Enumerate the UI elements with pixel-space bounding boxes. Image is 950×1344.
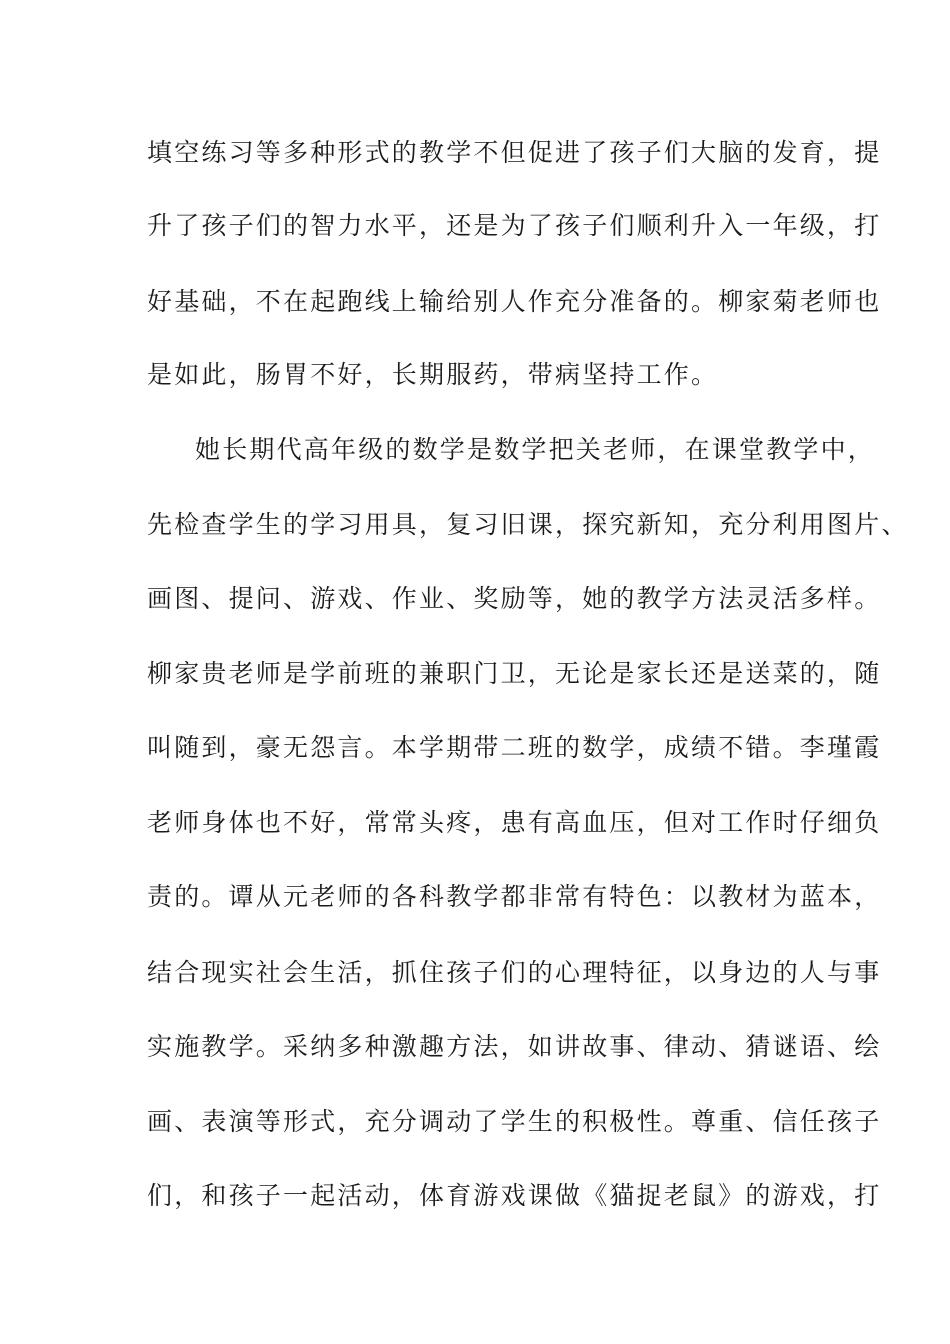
text-line-12: 结合现实社会生活，抓住孩子们的心理特征，以身边的人与事 <box>147 958 882 987</box>
paragraph-first-line: 她长期代高年级的数学是数学把关老师，在课堂教学中， <box>195 435 876 464</box>
text-line-15: 们，和孩子一起活动，体育游戏课做《猫捉老鼠》的游戏，打 <box>147 1181 882 1210</box>
text-line-1: 填空练习等多种形式的教学不但促进了孩子们大脑的发育，提 <box>147 138 882 167</box>
text-line-9: 叫随到，豪无怨言。本学期带二班的数学，成绩不错。李瑾霞 <box>147 733 882 762</box>
text-line-8: 柳家贵老师是学前班的兼职门卫，无论是家长还是送菜的，随 <box>147 659 882 688</box>
text-line-14: 画、表演等形式，充分调动了学生的积极性。尊重、信任孩子 <box>147 1107 882 1136</box>
text-line-10: 老师身体也不好，常常头疼，患有高血压，但对工作时仔细负 <box>147 808 882 837</box>
text-line-13: 实施教学。采纳多种激趣方法，如讲故事、律动、猜谜语、绘 <box>147 1032 882 1061</box>
text-line-7: 画图、提问、游戏、作业、奖励等，她的教学方法灵活多样。 <box>147 584 882 613</box>
text-line-2: 升了孩子们的智力水平，还是为了孩子们顺利升入一年级，打 <box>147 211 882 240</box>
text-line-4: 是如此，肠胃不好，长期服药，带病坚持工作。 <box>147 360 719 389</box>
text-line-3: 好基础，不在起跑线上输给别人作充分准备的。柳家菊老师也 <box>147 287 882 316</box>
text-line-11: 责的。谭从元老师的各科教学都非常有特色：以教材为蓝本， <box>147 882 882 911</box>
text-line-6: 先检查学生的学习用具，复习旧课，探究新知，充分利用图片、 <box>147 510 909 539</box>
